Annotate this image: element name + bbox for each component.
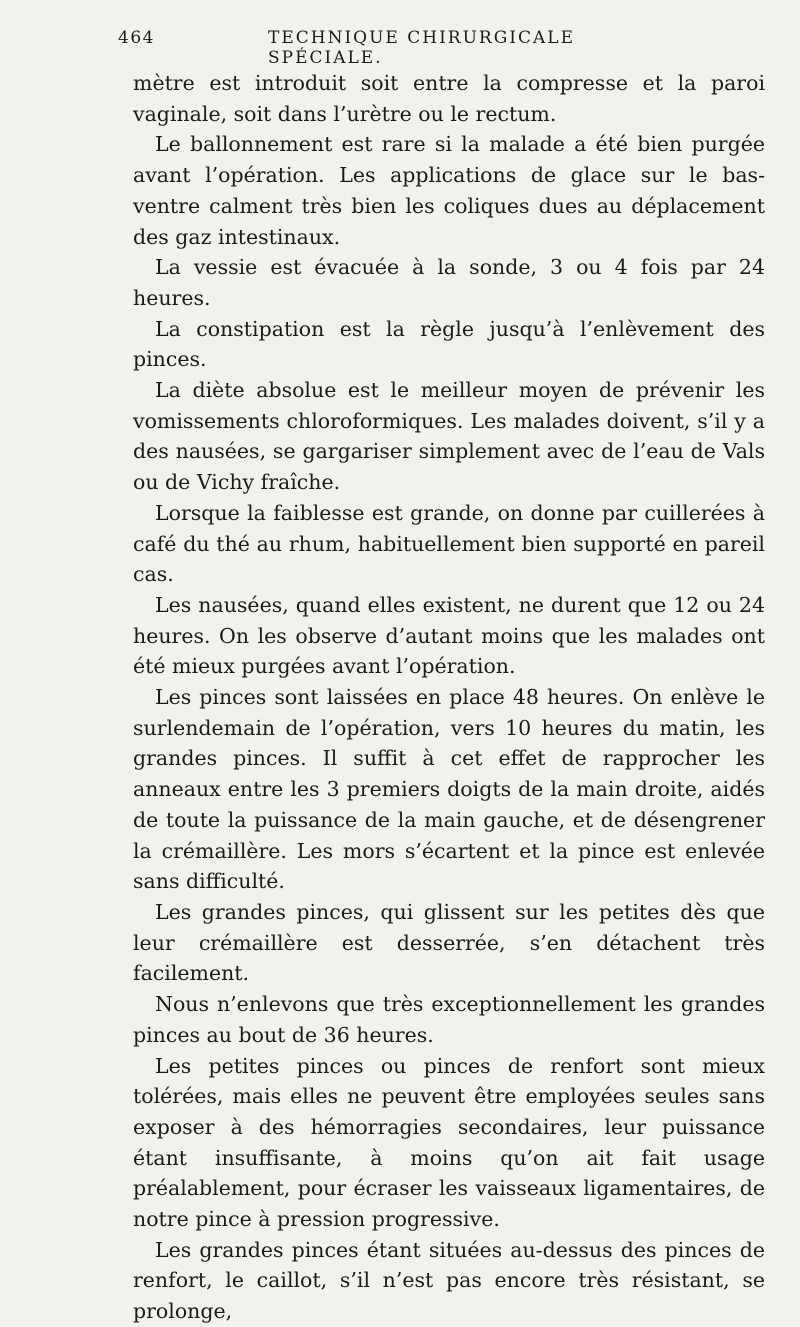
paragraph: mètre est introduit soit entre la compresse et la paroi vaginale, soit dans l’urètre ou le rectum. [133, 71, 765, 126]
paragraph: Les pinces sont laissées en place 48 heures. On enlève le surlendemain de l’opération, vers 10 heures du matin, les grandes pinces. Il suffit à cet effet de rapprocher les anneaux entre les 3 premiers doigts de la main droite, aidés de toute la puissance de la main gauche, et de désengrener la crémaillère. Les mors s’écartent et la pince est enlevée sans difficulté. [133, 685, 765, 894]
paragraph: Lorsque la faiblesse est grande, on donne par cuillerées à café du thé au rhum, habituellement bien supporté en pareil cas. [133, 500, 765, 587]
body-text [133, 68, 765, 1327]
paragraph: Nous n’enlevons que très exceptionnellement les grandes pinces au bout de 36 heures. [133, 992, 765, 1047]
paragraph: Les grandes pinces, qui glissent sur les petites dès que leur crémaillère est desserrée, s’en détachent très facilement. [133, 899, 765, 986]
paragraph: Le ballonnement est rare si la malade a été bien purgée avant l’opération. Les applications de glace sur le bas-ventre calment très bien les coliques dues au déplacement des gaz intestinaux. [133, 132, 765, 249]
paragraph: La constipation est la règle jusqu’à l’enlèvement des pinces. [133, 316, 765, 372]
running-title: TECHNIQUE CHIRURGICALE SPÉCIALE. [268, 28, 576, 68]
page-number: 464 [118, 28, 155, 48]
paragraph: La vessie est évacuée à la sonde, 3 ou 4 fois par 24 heures. [133, 255, 765, 310]
paragraph: La diète absolue est le meilleur moyen de prévenir les vomissements chloroformiques. Les malades doivent, s’il y a des nausées, se gargariser simplement avec de l’eau de Vals ou de Vichy fraîche. [133, 378, 765, 495]
running-head [118, 28, 632, 68]
paragraph: Les nausées, quand elles existent, ne durent que 12 ou 24 heures. On les observe d’autant moins que les malades ont été mieux purgées avant l’opération. [133, 592, 765, 679]
paragraph: Les petites pinces ou pinces de renfort sont mieux tolérées, mais elles ne peuvent être employées seules sans exposer à des hémorragies secondaires, leur puissance étant insuffisante, à moins qu’on ait fait usage préalablement, pour écraser les vaisseaux ligamentaires, de notre pince à pression progressive. [133, 1053, 765, 1232]
paragraph: Les grandes pinces étant situées au-dessus des pinces de renfort, le caillot, s’il n’est pas encore très résistant, se prolonge, [133, 1237, 765, 1324]
